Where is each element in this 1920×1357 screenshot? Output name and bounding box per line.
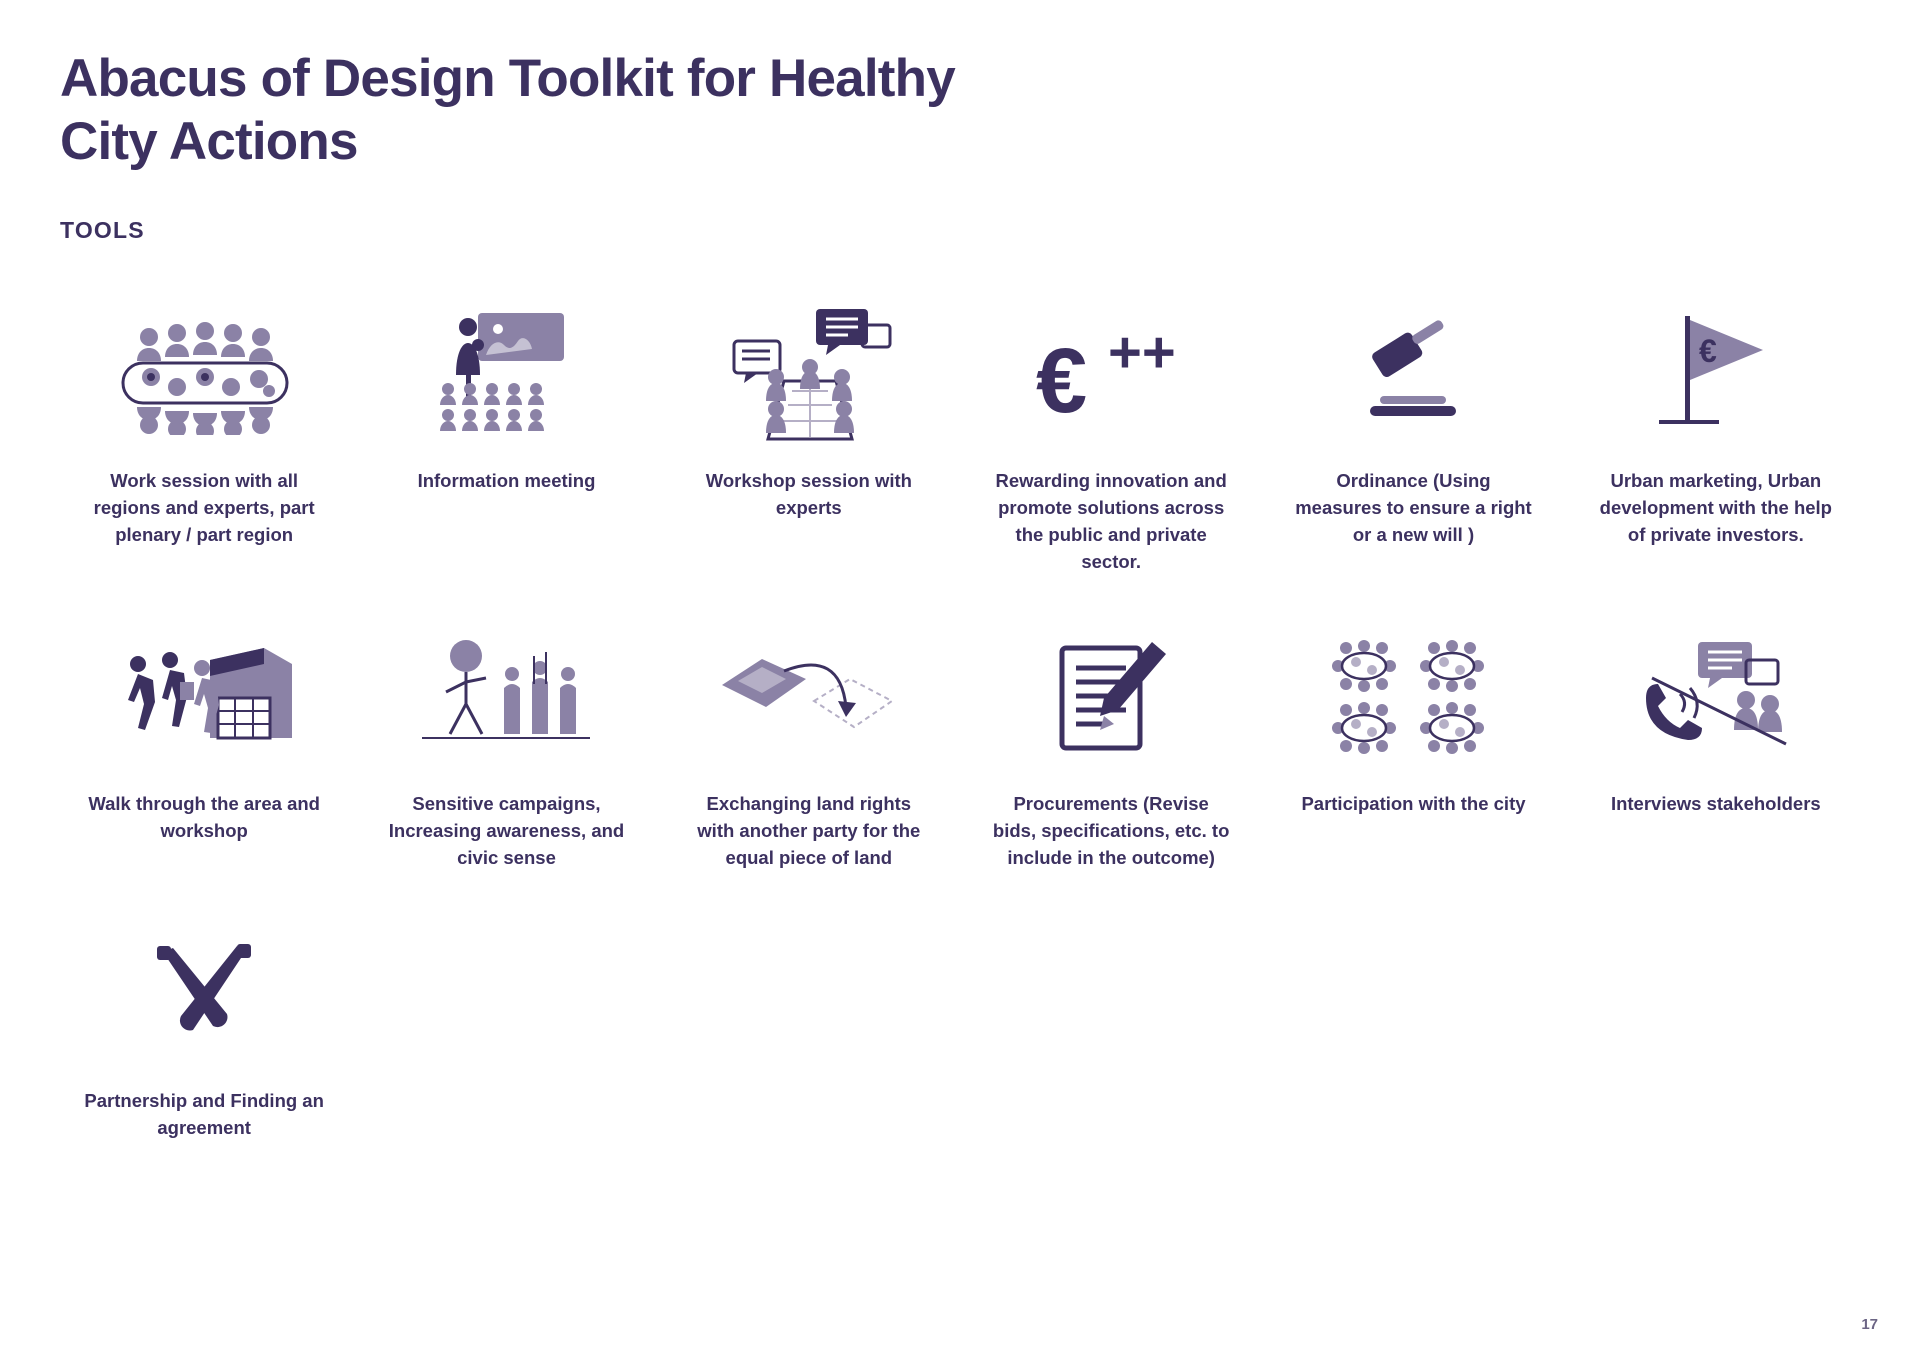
tool-caption: Ordinance (Using measures to ensure a right or a new will ) bbox=[1295, 470, 1532, 545]
tool-item[interactable] bbox=[362, 300, 650, 575]
campaign-people-icon bbox=[368, 623, 644, 773]
land-exchange-arrow-icon bbox=[671, 623, 947, 773]
tool-item[interactable] bbox=[1269, 300, 1557, 575]
tool-caption: Sensitive campaigns, Increasing awareness, and civic sense bbox=[388, 793, 625, 868]
presentation-audience-icon bbox=[368, 300, 644, 450]
page-number: 17 bbox=[1861, 1316, 1878, 1333]
people-walking-building-icon bbox=[66, 623, 342, 773]
svg-text:€: € bbox=[1036, 330, 1088, 431]
tool-caption: Interviews stakeholders bbox=[1610, 793, 1821, 815]
euro-flag-icon bbox=[1578, 300, 1854, 450]
tool-caption: Procurements (Revise bids, specifications, etc. to include in the outcome) bbox=[992, 793, 1230, 868]
gavel-icon bbox=[1275, 300, 1551, 450]
tool-caption: Walk through the area and workshop bbox=[88, 793, 320, 842]
tool-caption: Partnership and Finding an agreement bbox=[84, 1089, 324, 1138]
document-pencil-icon bbox=[973, 623, 1249, 773]
tool-item[interactable] bbox=[967, 300, 1255, 575]
tool-item[interactable] bbox=[1572, 300, 1860, 575]
tool-item[interactable] bbox=[665, 300, 953, 575]
tool-caption: Rewarding innovation and promote solutions across the public and private sector. bbox=[995, 470, 1227, 572]
tool-caption: Participation with the city bbox=[1301, 793, 1526, 815]
tools-wrench-screwdriver-icon bbox=[66, 920, 342, 1070]
page-title: Abacus of Design Toolkit for Healthy City Actions bbox=[60, 49, 955, 171]
tool-item[interactable] bbox=[60, 623, 348, 871]
section-label: TOOLS bbox=[60, 217, 145, 244]
svg-text:++: ++ bbox=[1108, 320, 1176, 386]
tool-item[interactable] bbox=[60, 920, 348, 1142]
tool-item[interactable] bbox=[665, 623, 953, 871]
tool-item[interactable] bbox=[1269, 623, 1557, 871]
tool-item[interactable] bbox=[1572, 623, 1860, 871]
euro-plus-plus-icon bbox=[973, 300, 1249, 450]
tool-item[interactable] bbox=[362, 623, 650, 871]
tool-caption: Work session with all regions and experts, part plenary / part region bbox=[93, 470, 315, 545]
tool-caption: Urban marketing, Urban development with the help of private investors. bbox=[1599, 470, 1832, 545]
tools-grid bbox=[60, 300, 1860, 1141]
four-group-tables-icon bbox=[1275, 623, 1551, 773]
tool-caption: Workshop session with experts bbox=[705, 470, 912, 518]
phone-interview-icon bbox=[1578, 623, 1854, 773]
tool-caption: Exchanging land rights with another party for the equal piece of land bbox=[697, 793, 921, 868]
round-table-meeting-icon bbox=[66, 300, 342, 450]
tool-caption: Information meeting bbox=[417, 470, 596, 492]
tool-item[interactable] bbox=[60, 300, 348, 575]
tool-item[interactable] bbox=[967, 623, 1255, 871]
svg-text:€: € bbox=[1698, 333, 1717, 370]
workshop-table-speech-bubbles-icon bbox=[671, 300, 947, 450]
